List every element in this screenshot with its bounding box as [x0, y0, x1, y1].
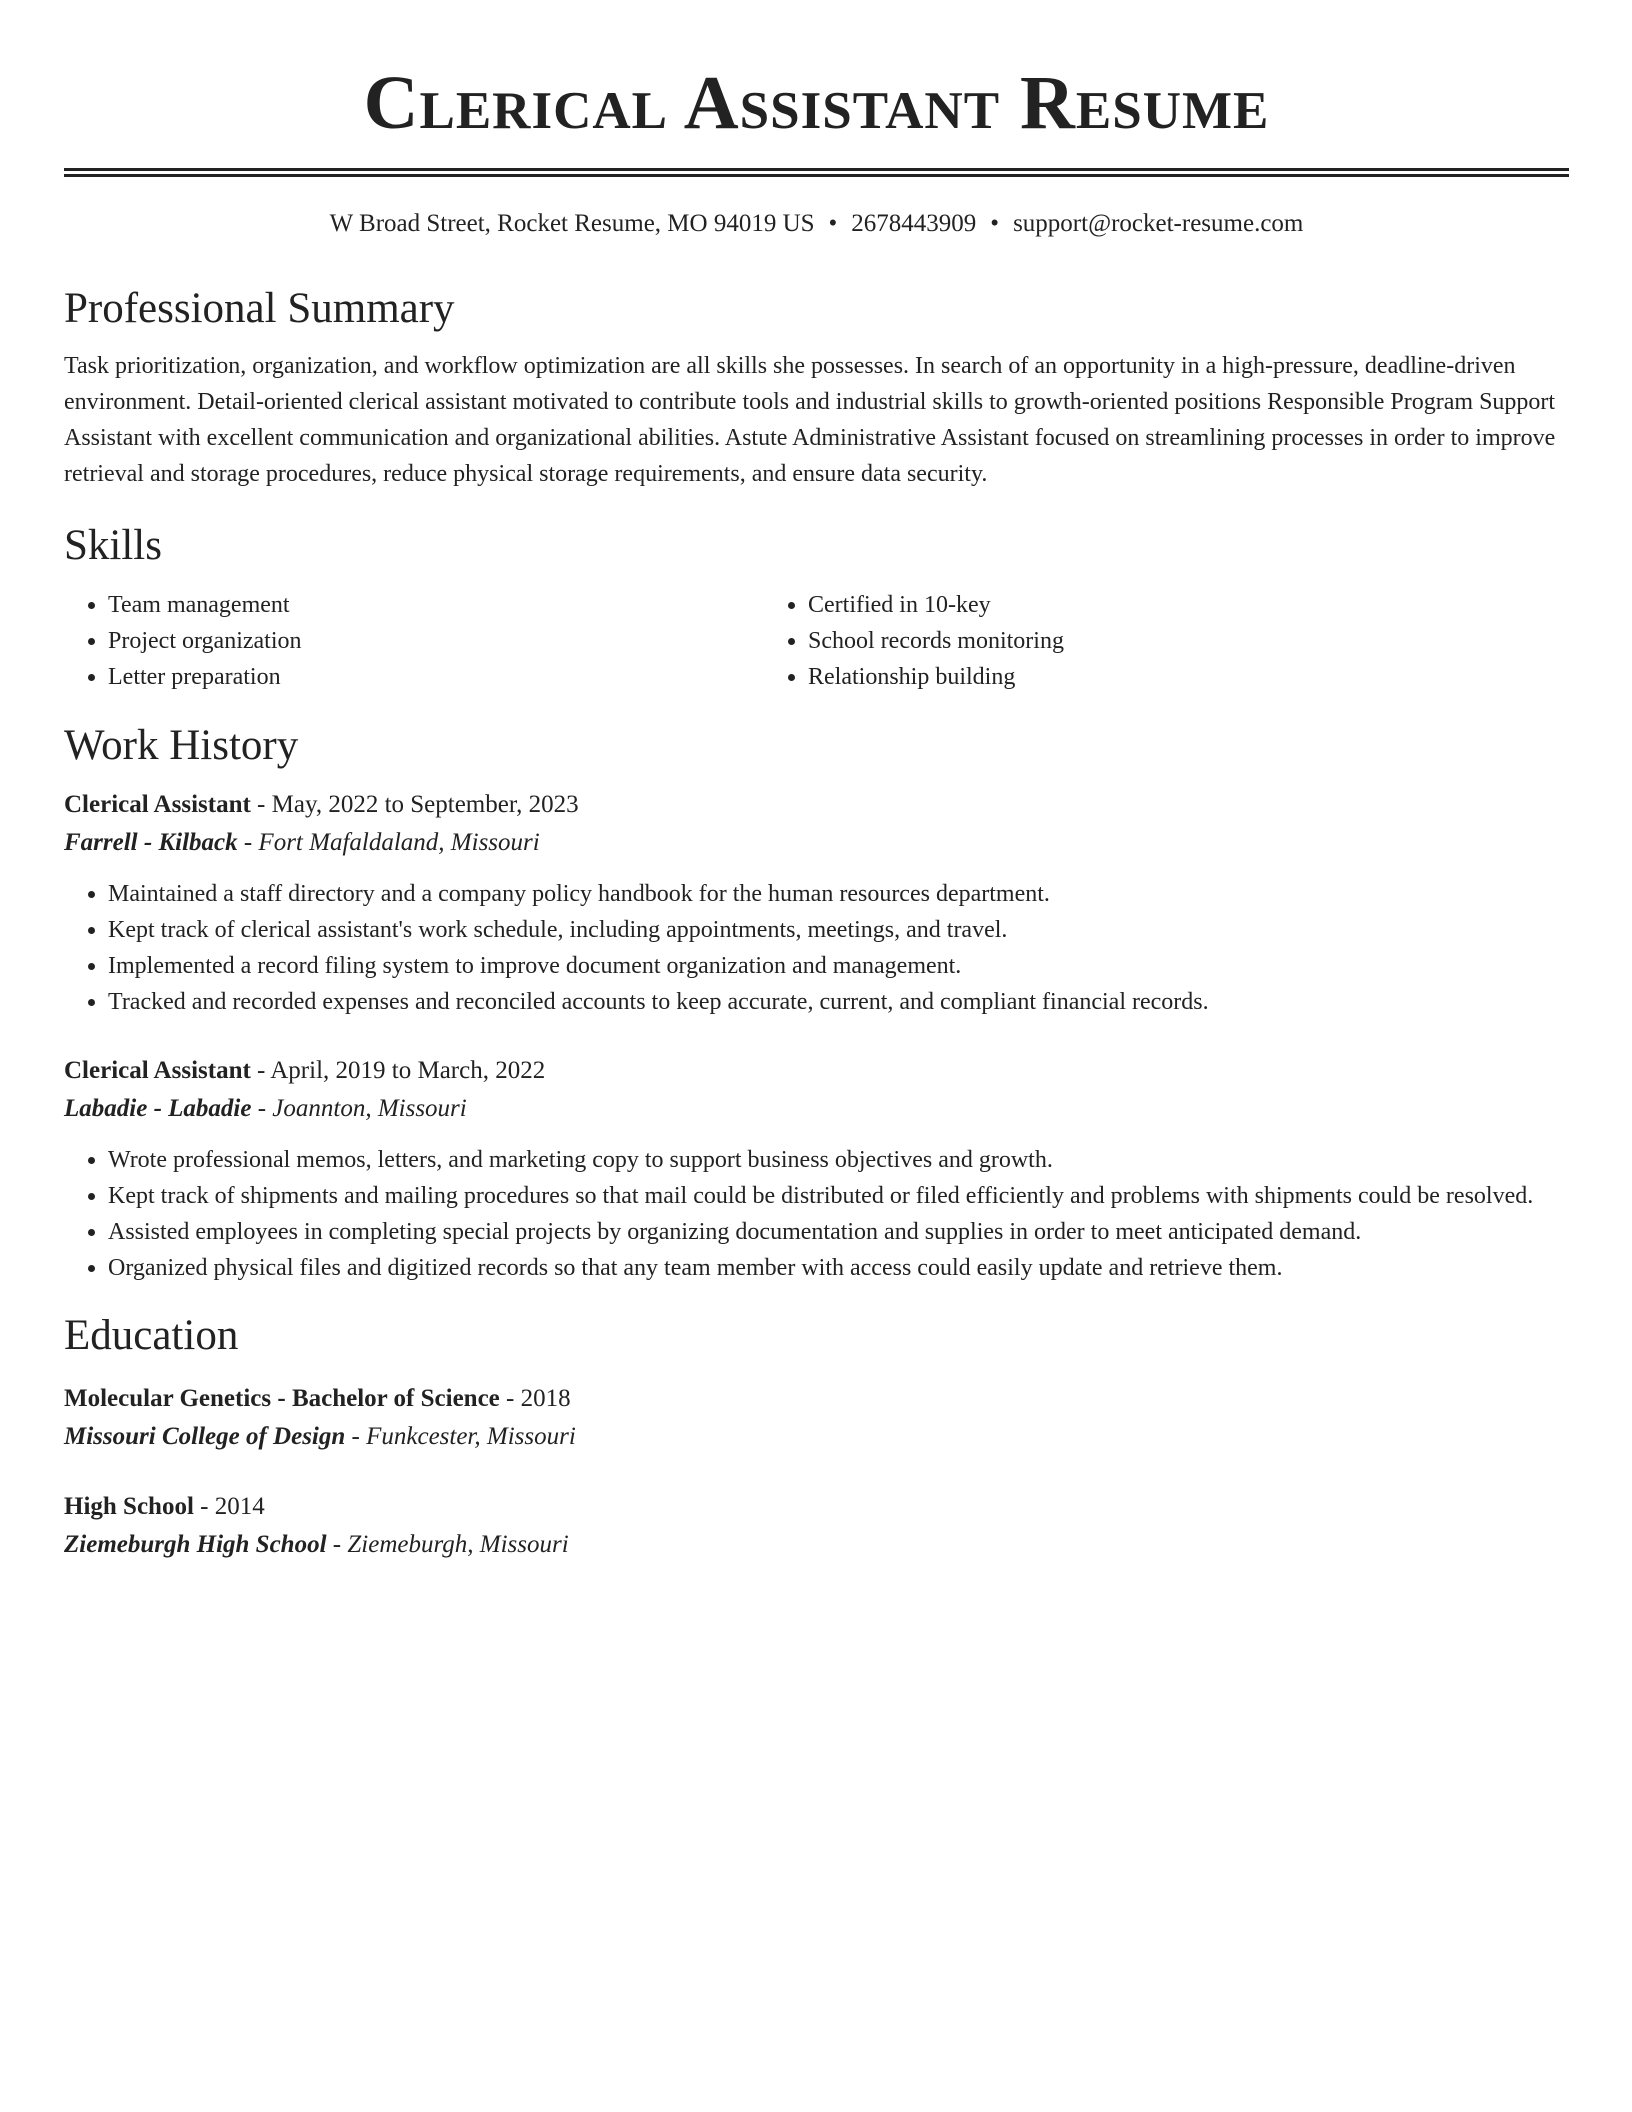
education-year: - 2018: [499, 1385, 571, 1412]
work-history-heading: Work History: [64, 722, 299, 769]
education-school: Ziemeburgh High School: [64, 1531, 327, 1558]
education-header: [64, 1380, 1569, 1418]
title-divider: [64, 168, 1569, 177]
education-institution: [64, 1418, 1569, 1456]
skill-item: • Letter preparation: [108, 659, 762, 695]
duty-item: • Assisted employees in completing special projects by organizing documentation and supplies in order to meet anticipated demand.: [108, 1214, 1569, 1250]
contact-separator: •: [828, 210, 838, 237]
job-duties: [64, 1142, 1569, 1286]
job-entry: [64, 1052, 1569, 1286]
contact-line: [64, 207, 1569, 241]
job-company: Farrell - Kilback: [64, 829, 238, 856]
education-heading: Education: [64, 1312, 239, 1359]
duty-item: • Maintained a staff directory and a company policy handbook for the human resources department.: [108, 876, 1569, 912]
job-dates: - April, 2019 to March, 2022: [250, 1057, 546, 1084]
duty-item: • Kept track of shipments and mailing procedures so that mail could be distributed or filed efficiently and problems with shipments could be resolved.: [108, 1178, 1569, 1214]
job-header: [64, 1052, 1569, 1090]
job-employer: [64, 824, 1569, 862]
education-location: - Ziemeburgh, Missouri: [326, 1531, 569, 1558]
duty-item: • Organized physical files and digitized records so that any team member with access could easily update and retrieve them.: [108, 1250, 1569, 1286]
skill-item: • Certified in 10-key: [808, 587, 1460, 623]
skill-item: • Relationship building: [808, 659, 1460, 695]
job-header: [64, 786, 1569, 824]
job-location: - Fort Mafaldaland, Missouri: [237, 829, 540, 856]
summary-heading: Professional Summary: [64, 285, 455, 332]
job-dates: - May, 2022 to September, 2023: [250, 791, 579, 818]
duty-item: • Implemented a record filing system to improve document organization and management.: [108, 948, 1569, 984]
skills-list: [64, 587, 1569, 695]
education-year: - 2014: [193, 1493, 265, 1520]
duty-item: • Wrote professional memos, letters, and marketing copy to support business objectives and growth.: [108, 1142, 1569, 1178]
skills-column-right: [762, 587, 1460, 695]
education-school: Missouri College of Design: [64, 1423, 346, 1450]
skill-item: • Project organization: [108, 623, 762, 659]
education-degree: High School: [64, 1493, 194, 1520]
skill-item: • School records monitoring: [808, 623, 1460, 659]
duty-item: • Tracked and recorded expenses and reconciled accounts to keep accurate, current, and compliant financial records.: [108, 984, 1569, 1020]
skills-heading: Skills: [64, 522, 162, 569]
job-role: Clerical Assistant: [64, 791, 251, 818]
duty-item: • Kept track of clerical assistant's work schedule, including appointments, meetings, and travel.: [108, 912, 1569, 948]
education-entry: [64, 1380, 1569, 1456]
skill-item: • Team management: [108, 587, 762, 623]
education-degree: Molecular Genetics - Bachelor of Science: [64, 1385, 500, 1412]
skills-column-left: [64, 587, 762, 695]
contact-email: support@rocket-resume.com: [1013, 210, 1304, 237]
contact-separator: •: [990, 210, 1000, 237]
job-employer: [64, 1090, 1569, 1128]
resume-page: [64, 0, 1569, 1564]
summary-text: Task prioritization, organization, and workflow optimization are all skills she possesses. In search of an opportunity in a high-pressure, deadline-driven environment. Detail-oriented clerical assistant motivated to contribute tools and industrial skills to growth-oriented positions Responsible Program Support Assistant with excellent communication and organizational abilities. Astute Administrative Assistant focused on streamlining processes in order to improve retrieval and storage procedures, reduce physical storage requirements, and ensure data security.: [64, 353, 1556, 487]
education-location: - Funkcester, Missouri: [345, 1423, 576, 1450]
contact-address: W Broad Street, Rocket Resume, MO 94019 US: [329, 210, 815, 237]
job-company: Labadie - Labadie: [64, 1095, 252, 1122]
job-role: Clerical Assistant: [64, 1057, 251, 1084]
education-entry: [64, 1488, 1569, 1564]
resume-title: Clerical Assistant Resume: [363, 61, 1270, 145]
contact-phone: 2678443909: [851, 210, 977, 237]
job-entry: [64, 786, 1569, 1020]
education-header: [64, 1488, 1569, 1526]
job-duties: [64, 876, 1569, 1020]
education-institution: [64, 1526, 1569, 1564]
job-location: - Joannton, Missouri: [251, 1095, 467, 1122]
